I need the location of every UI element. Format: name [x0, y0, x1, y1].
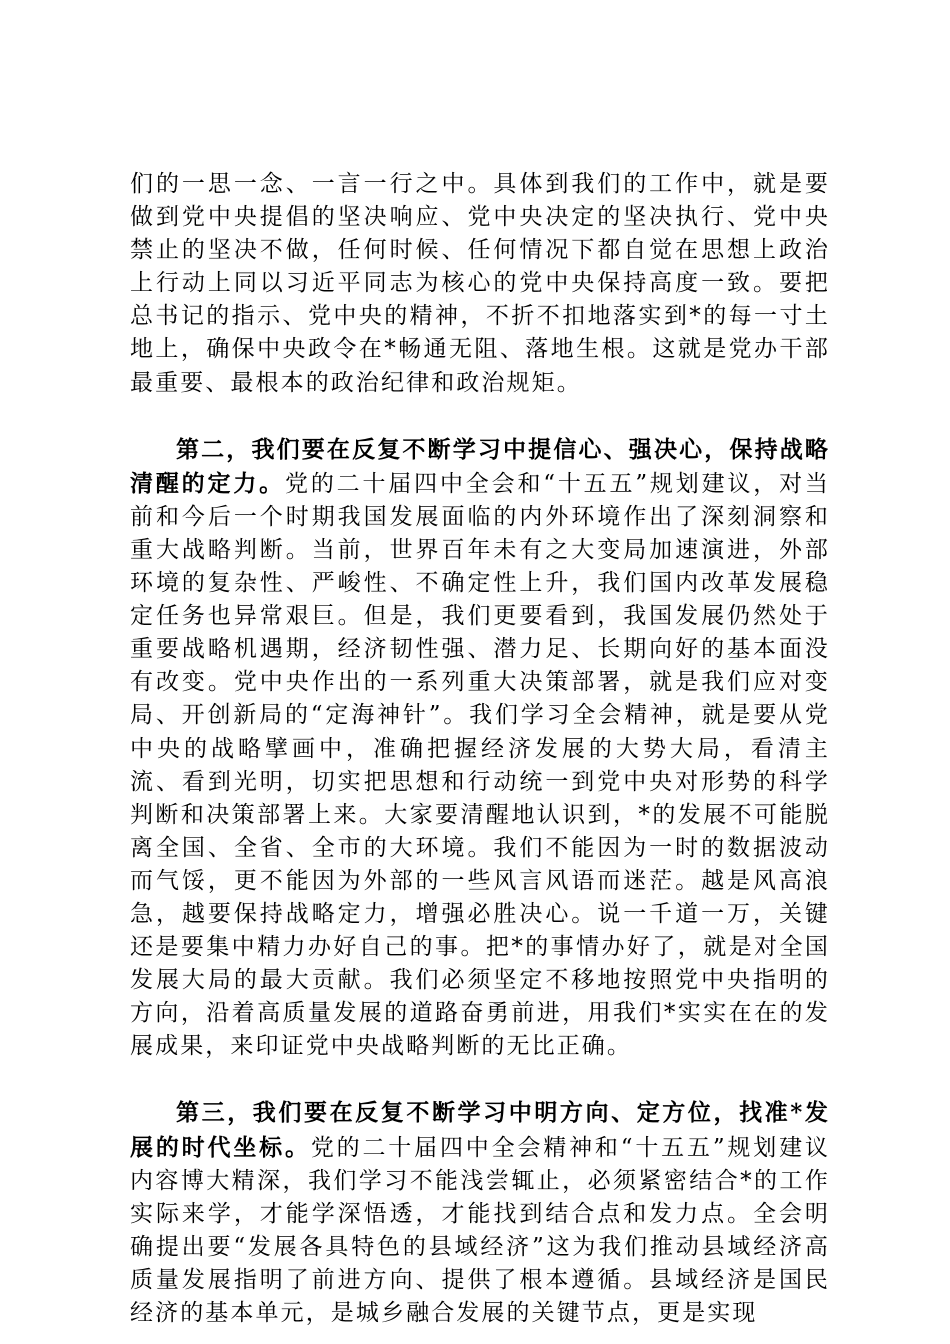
document-body — [130, 168, 830, 1330]
paragraph-continuation — [130, 168, 830, 400]
paragraph-lead-heading: 第三，我们要在反复不断学习中明方向、定方位，找准*发展的时代坐标。 — [130, 1099, 830, 1161]
paragraph-third-point — [130, 1096, 830, 1330]
paragraph-lead-heading: 第二，我们要在反复不断学习中提信心、强决心，保持战略清醒的定力。 — [130, 435, 830, 497]
paragraph-text: 们的一思一念、一言一行之中。具体到我们的工作中，就是要做到党中央提倡的坚决响应、党中央决定的坚决执行、党中央禁止的坚决不做，任何时候、任何情况下都自觉在思想上政治上行动上同以习近平同志为核心的党中央保持高度一致。要把总书记的指示、党中央的精神，不折不扣地落实到*的每一寸土地上，确保中央政令在*畅通无阻、落地生根。这就是党办干部最重要、最根本的政治纪律和政治规矩。 — [130, 171, 830, 396]
paragraph-text: 党的二十届四中全会精神和“十五五”规划建议内容博大精深，我们学习不能浅尝辄止，必须紧密结合*的工作实际来学，才能学深悟透，才能找到结合点和发力点。全会明确提出要“发展各具特色的县域经济”这为我们推动县域经济高质量发展指明了前进方向、提供了根本遵循。县域经济是国民经济的基本单元，是城乡融合发展的关键节点，更是实现 — [130, 1134, 831, 1326]
paragraph-text: 党的二十届四中全会和“十五五”规划建议，对当前和今后一个时期我国发展面临的内外环境作出了深刻洞察和重大战略判断。当前，世界百年未有之大变局加速演进，外部环境的复杂性、严峻性、不确定性上升，我们国内改革发展稳定任务也异常艰巨。但是，我们更要看到，我国发展仍然处于重要战略机遇期，经济韧性强、潜力足、长期向好的基本面没有改变。党中央作出的一系列重大决策部署，就是我们应对变局、开创新局的“定海神针”。我们学习全会精神，就是要从党中央的战略擘画中，准确把握经济发展的大势大局，看清主流、看到光明，切实把思想和行动统一到党中央对形势的科学判断和决策部署上来。大家要清醒地认识到，*的发展不可能脱离全国、全省、全市的大环境。我们不能因为一时的数据波动而气馁，更不能因为外部的一些风言风语而迷茫。越是风高浪急，越要保持战略定力，增强必胜决心。说一千道一万，关键还是要集中精力办好自己的事。把*的事情办好了，就是对全国发展大局的最大贡献。我们必须坚定不移地按照党中央指明的方向，沿着高质量发展的道路奋勇前进，用我们*实实在在的发展成果，来印证党中央战略判断的无比正确。 — [130, 470, 831, 1060]
paragraph-second-point — [130, 433, 830, 1064]
